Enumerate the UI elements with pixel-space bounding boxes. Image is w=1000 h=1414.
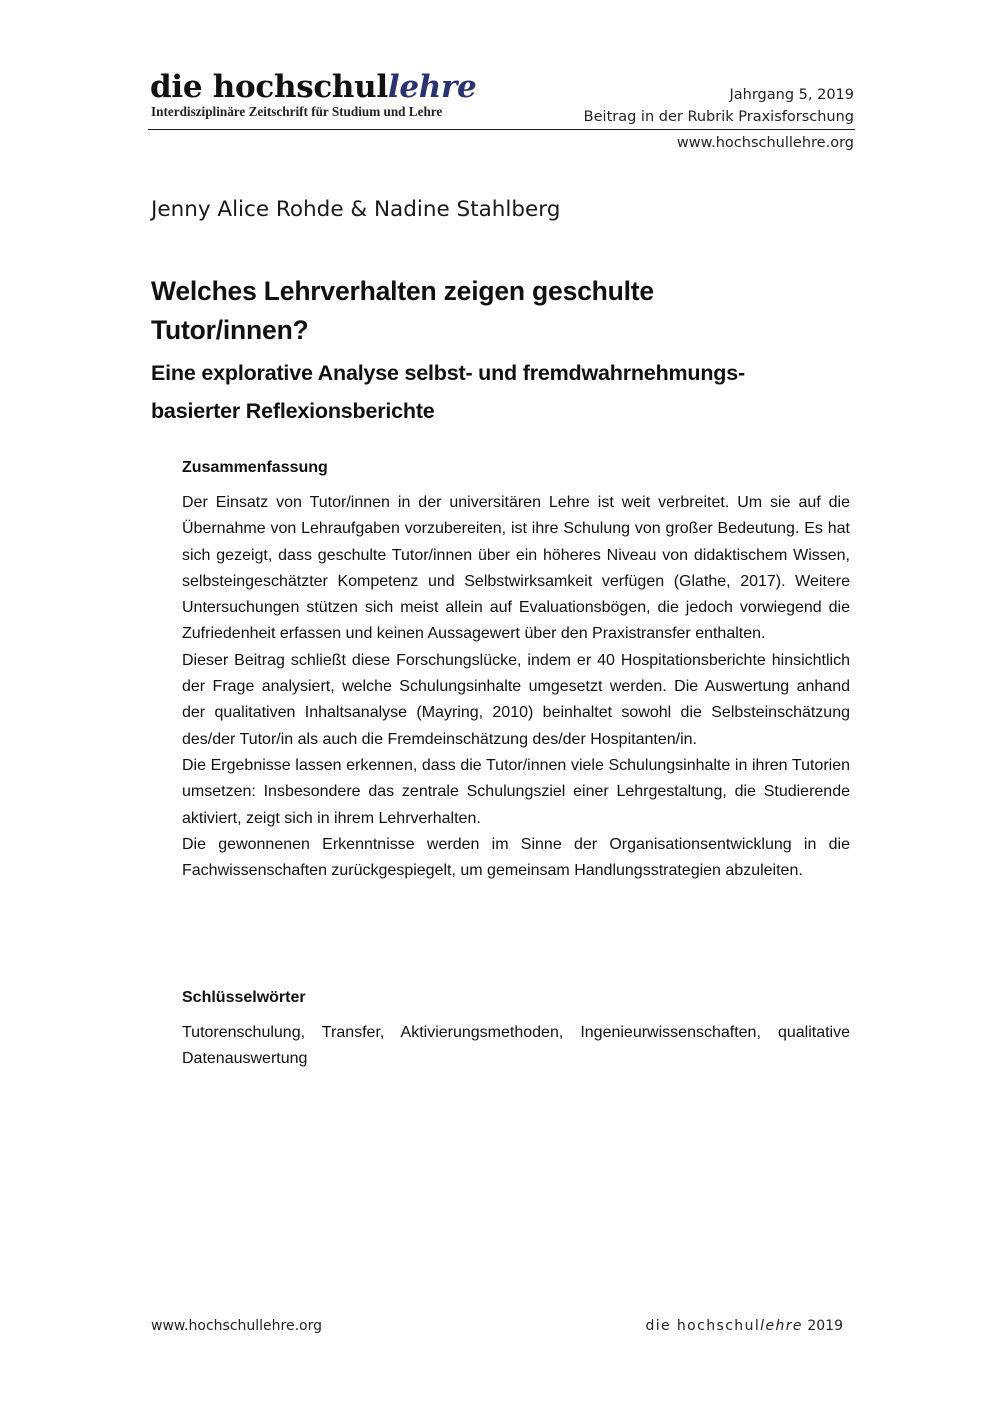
article-title-line: Tutor/innen? [151,315,309,345]
abstract-heading: Zusammenfassung [182,459,328,476]
abstract-body [182,490,850,884]
article-title-line: Welches Lehrverhalten zeigen geschulte [151,276,654,306]
keywords-heading: Schlüsselwörter [182,989,306,1006]
abstract-paragraph: Dieser Beitrag schließt diese Forschungslücke, indem er 40 Hospitationsberichte hinsichtlich der Frage analysiert, welche Schulungsinhalte umgesetzt werden. Die Auswertung anhand der qualitativen Inhaltsanalyse (Mayring, 2010) beinhaltet sowohl die Selbsteinschätzung des/der Tutor/in als auch die Fremdeinschätzung des/der Hospitanten/in. [182,651,850,748]
article-subtitle-line: basierter Reflexionsberichte [151,399,435,423]
rubric-label: Beitrag in der Rubrik Praxisforschung [583,109,854,125]
logo-accent-text: lehre [387,69,477,105]
abstract-paragraph: Der Einsatz von Tutor/innen in der universitären Lehre ist weit verbreitet. Um sie auf die Übernahme von Lehraufgaben vorzubereiten, ist ihre Schulung von großer Bedeutung. Es hat sich gezeigt, dass geschulte Tutor/innen über ein höheres Niveau von didaktischem Wissen, selbsteingeschätzter Kompetenz und Selbstwirksamkeit verfügen (Glathe, 2017). Weitere Untersuchungen stützen sich meist allein auf Evaluationsbögen, die jedoch vorwiegend die Zufriedenheit erfassen und keinen Aussagewert über den Praxistransfer enthalten. [182,494,850,643]
footer-journal-italic: lehre [760,1318,803,1334]
journal-logo [150,70,477,104]
masthead-url-link[interactable]: www.hochschullehre.org [676,135,854,151]
article-subtitle [151,354,871,430]
abstract-paragraph: Die Ergebnisse lassen erkennen, dass die Tutor/innen viele Schulungsinhalte in ihren Tutorien umsetzen: Insbesondere das zentrale Schulungsziel einer Lehrgestaltung, die Studierende aktiviert, zeigt sich in ihrem Lehrverhalten. [182,756,850,827]
abstract-paragraph: Die gewonnenen Erkenntnisse werden im Sinne der Organisationsentwicklung in die Fachwissenschaften zurückgespiegelt, um gemeinsam Handlungsstrategien abzuleiten. [182,835,850,880]
masthead-divider [148,129,855,130]
volume-label: Jahrgang 5, 2019 [729,87,854,103]
logo-plain-text: die hochschul [150,69,388,105]
footer-journal-name [645,1316,843,1336]
article-title [151,272,871,350]
article-subtitle-line: Eine explorative Analyse selbst- und fremdwahrnehmungs- [151,361,745,385]
journal-subtitle: Interdisziplinäre Zeitschrift für Studium und Lehre [151,104,443,119]
footer-journal-plain: die hochschul [645,1318,761,1334]
article-authors: Jenny Alice Rohde & Nadine Stahlberg [151,197,561,222]
footer-year: 2019 [802,1318,843,1334]
footer-url-link[interactable]: www.hochschullehre.org [151,1318,323,1334]
masthead-info [584,84,854,128]
keywords-text: Tutorenschulung, Transfer, Aktivierungsmethoden, Ingenieurwissenschaften, qualitative Datenauswertung [182,1024,850,1067]
